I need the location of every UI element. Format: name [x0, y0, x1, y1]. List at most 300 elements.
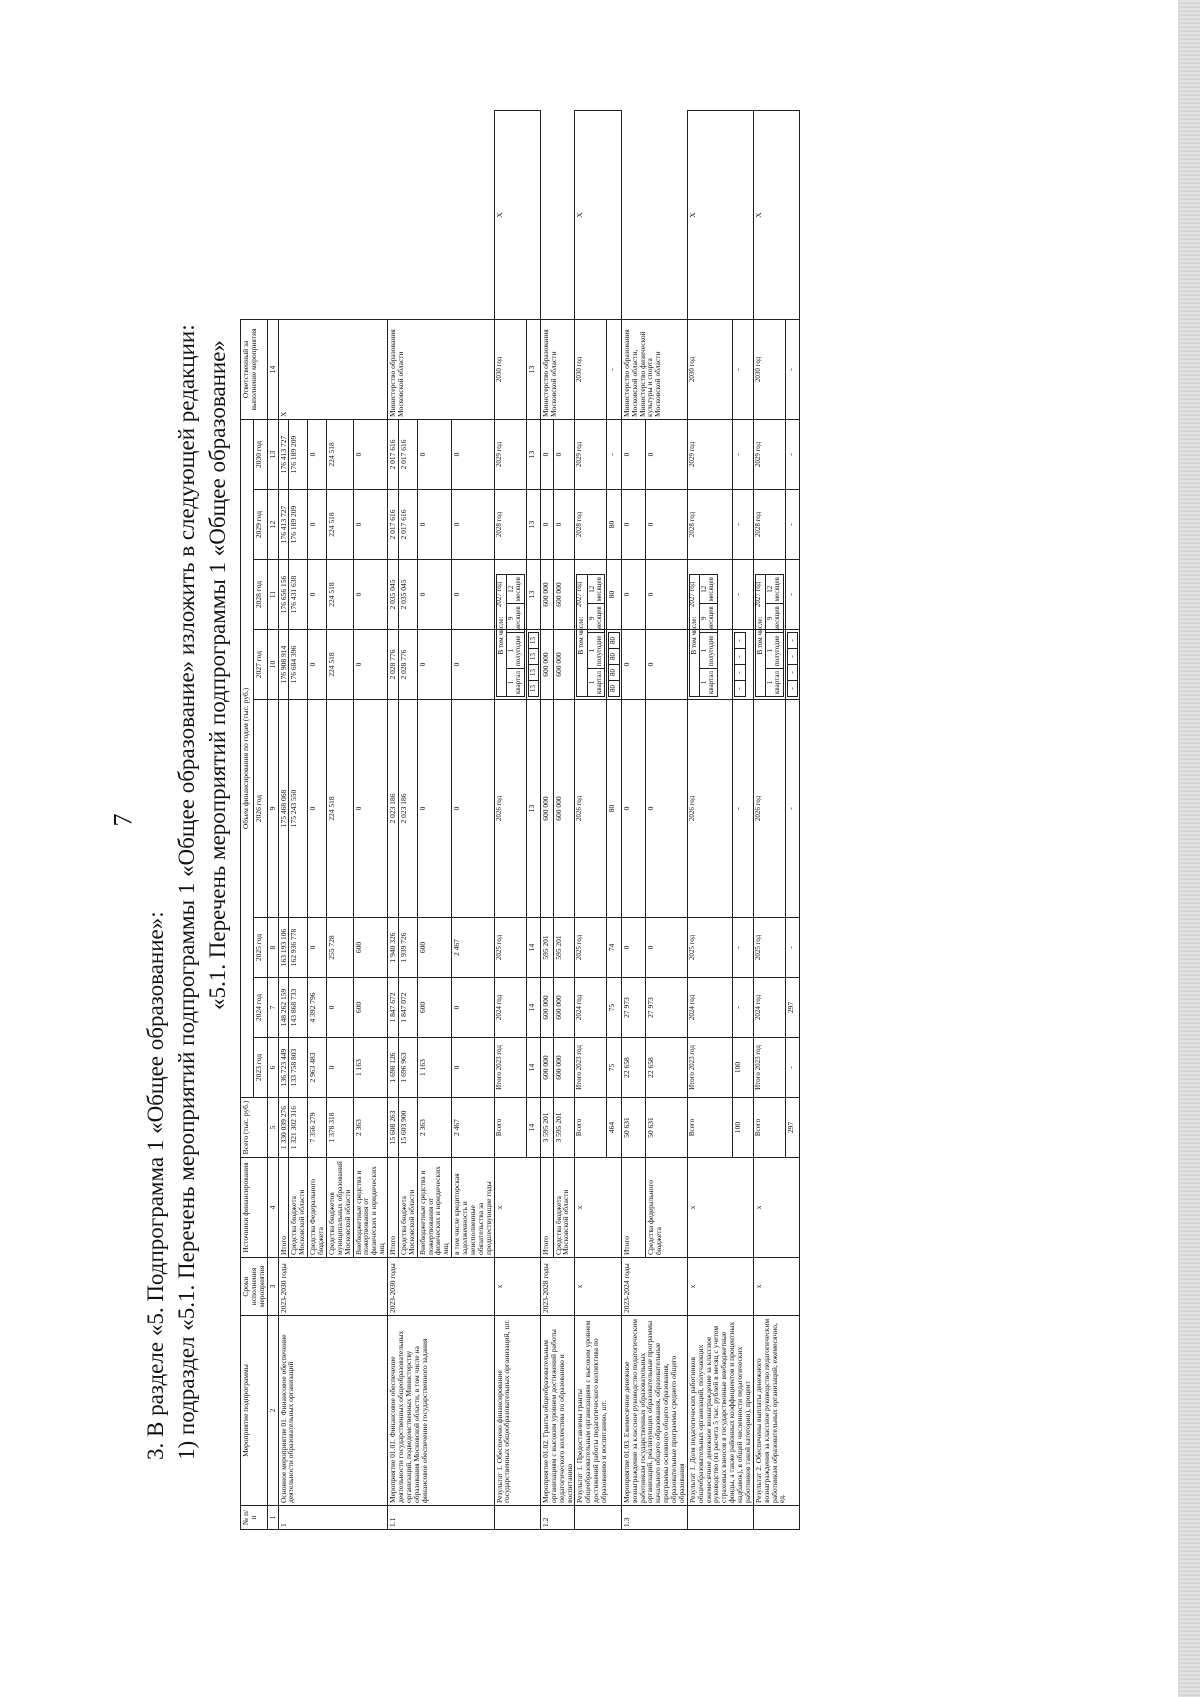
result-value: 100: [733, 1098, 753, 1158]
event-term: 2023-2030 годы: [388, 1258, 495, 1316]
breakdown-period: 1 квартал: [587, 669, 605, 697]
event-name: Мероприятие 01.03. Ежемесячное денежное вознаграждение за классное руководство педагогическим работникам государственных образовательных организаций, реализующих образовательные программы начального общего образования, образовательные программы основного общего образования, образовательные программы среднего общего образования: [621, 1316, 687, 1506]
result-value: -: [785, 490, 799, 560]
result-value: 80: [607, 560, 621, 630]
result-term: х: [575, 1258, 621, 1316]
amount-cell: 162 936 778: [289, 918, 308, 978]
hdr-year: 2026 год: [254, 700, 267, 918]
table-body: [278, 111, 800, 1530]
amount-cell: 175 243 550: [289, 700, 308, 918]
result-value: -: [733, 560, 753, 630]
event-name: Мероприятие 01.01. Финансовое обеспечение деятельности государственных общеобразовательных организаций, подведомственных Министерству образования Московской области, в том числе на финансовое обеспечение государственного задания: [388, 1316, 495, 1506]
result-value: -: [607, 419, 621, 489]
hdr-year: 2029 год: [254, 490, 267, 560]
colnum: 1: [267, 1506, 278, 1530]
funding-source: Внебюджетные средства и пожертвования от физических и юридических лиц: [417, 1158, 452, 1258]
result-value: 75: [607, 1038, 621, 1098]
table-row: [278, 111, 289, 1530]
result-hdr: 2025 год: [687, 918, 733, 978]
hdr-volume: Объем финансирования по годам (тыс. руб.): [241, 419, 254, 1097]
amount-cell: 0: [452, 700, 494, 918]
amount-cell: 600: [417, 978, 452, 1038]
amount-cell: 0: [353, 700, 388, 918]
hdr-year: 2028 год: [254, 560, 267, 630]
quarter-value: 13: [528, 633, 538, 649]
event-term: 2023-2030 годы: [278, 1258, 388, 1316]
quarter-value: -: [735, 633, 745, 649]
amount-cell: 600 000: [553, 978, 575, 1038]
amount-cell: 224 518: [326, 630, 353, 700]
amount-cell: 600 000: [540, 630, 553, 700]
amount-cell: 0: [621, 490, 645, 560]
amount-cell: 2 017 616: [388, 490, 399, 560]
result-value: -: [785, 1038, 799, 1098]
amount-cell: 0: [308, 918, 327, 978]
result-value: -: [785, 419, 799, 489]
funding-source: в том числе кредиторская задолженность и неисполненные обязательства за предшествующие годы: [452, 1158, 494, 1258]
amount-cell: 600 000: [540, 560, 553, 630]
responsible: Х: [278, 319, 388, 419]
result-value: -: [733, 319, 753, 419]
quarter-value: -: [735, 649, 745, 665]
amount-cell: 15 603 900: [398, 1098, 417, 1158]
breakdown-title: В том числе:: [577, 575, 587, 697]
breakdown-title: В том числе:: [496, 575, 506, 697]
amount-cell: 1 321 302 316: [289, 1098, 308, 1158]
result-value: 14: [526, 1038, 540, 1098]
amount-cell: 176 413 727: [278, 490, 289, 560]
result-hdr: 2029 год: [687, 419, 733, 489]
funding-source: Итого: [621, 1158, 645, 1258]
responsible: Министерство образования Московской области: [540, 319, 575, 419]
responsible: Министерство образования Московской области, Министерство физической культуры и спорта Московской области: [621, 319, 687, 419]
breakdown-period: 1 квартал: [506, 669, 524, 697]
result-term: х: [753, 1258, 799, 1316]
result-source: х: [753, 1158, 799, 1258]
responsible: Министерство образования Московской области: [388, 319, 495, 419]
result-hdr: 2026 год: [753, 700, 785, 918]
amount-cell: 0: [452, 1038, 494, 1098]
amount-cell: 0: [353, 560, 388, 630]
result-source: х: [494, 1158, 540, 1258]
result-hdr: 2027 год: [753, 560, 785, 630]
quarter-values: [526, 630, 540, 700]
amount-cell: 1 940 326: [388, 918, 399, 978]
amount-cell: 0: [645, 630, 687, 700]
result-row: [494, 111, 526, 1530]
amount-cell: 0: [621, 630, 645, 700]
result-value: 297: [785, 978, 799, 1038]
result-name: Результат 1. Предоставлены гранты общеобразовательным организациям с высоким уровнем достижений работы педагогического коллектива по образованию и воспитанию, шт.: [575, 1316, 621, 1506]
result-value: 80: [607, 490, 621, 560]
result-name: Результат 1. Обеспечено финансирование государственных общеобразовательных организаций, шт.: [494, 1316, 540, 1506]
rotated-page: [140, 0, 1040, 1540]
result-term: х: [687, 1258, 753, 1316]
amount-cell: 1 696 963: [398, 1038, 417, 1098]
amount-cell: 0: [417, 490, 452, 560]
colnum: 12: [267, 490, 278, 560]
result-hdr: 2027 год: [575, 560, 607, 630]
funding-source: Средства бюджетов муниципальных образований Московской области: [326, 1158, 353, 1258]
result-row: [687, 111, 733, 1530]
amount-cell: 176 908 914: [278, 630, 289, 700]
quarter-value: 13: [528, 665, 538, 681]
amount-cell: 2 467: [452, 1098, 494, 1158]
quarter-value: -: [787, 681, 797, 697]
amount-cell: 1 847 672: [388, 978, 399, 1038]
amount-cell: 0: [308, 560, 327, 630]
colnum: 11: [267, 560, 278, 630]
result-hdr: 2027 год: [494, 560, 526, 630]
quarter-value: -: [735, 681, 745, 697]
result-value: 80: [607, 700, 621, 918]
hdr-year: 2023 год: [254, 1038, 267, 1098]
result-hdr: 2030 год: [494, 319, 526, 419]
result-hdr: 2029 год: [494, 419, 526, 489]
breakdown-period: 12 месяцев: [766, 575, 784, 604]
result-hdr: 2024 год: [687, 978, 733, 1038]
result-hdr: 2030 год: [687, 319, 733, 419]
amount-cell: 3 595 201: [540, 1098, 553, 1158]
amount-cell: 50 631: [645, 1098, 687, 1158]
amount-cell: 0: [452, 419, 494, 489]
result-hdr: 2025 год: [575, 918, 607, 978]
amount-cell: 2 017 616: [398, 490, 417, 560]
amount-cell: 0: [417, 419, 452, 489]
events-table: [240, 110, 800, 1530]
event-term: 2023-2028 годы: [540, 1258, 575, 1316]
amount-cell: 0: [308, 700, 327, 918]
result-hdr: Итого 2023 год: [494, 1038, 526, 1098]
amount-cell: 0: [645, 560, 687, 630]
result-hdr: 2028 год: [575, 490, 607, 560]
funding-source: Средства бюджета Московской области: [289, 1158, 308, 1258]
result-term: х: [494, 1258, 540, 1316]
amount-cell: 4 392 796: [308, 978, 327, 1038]
result-hdr: Всего: [753, 1098, 785, 1158]
amount-cell: 143 868 733: [289, 978, 308, 1038]
table-row: [388, 111, 399, 1530]
amount-cell: 2 017 616: [388, 419, 399, 489]
result-hdr: 2024 год: [494, 978, 526, 1038]
hdr-year: 2024 год: [254, 978, 267, 1038]
result-value: -: [733, 978, 753, 1038]
quarter-value: -: [735, 665, 745, 681]
amount-cell: 0: [308, 419, 327, 489]
amount-cell: 224 518: [326, 560, 353, 630]
breakdown-period: 9 месяцев: [700, 604, 718, 633]
amount-cell: 1 330 039 276: [278, 1098, 289, 1158]
amount-cell: 22 658: [645, 1038, 687, 1098]
result-num: [753, 1506, 799, 1530]
amount-cell: 2 363: [417, 1098, 452, 1158]
amount-cell: 600 000: [553, 1038, 575, 1098]
result-hdr: Всего: [494, 1098, 526, 1158]
result-hdr: 2025 год: [753, 918, 785, 978]
funding-source: Итого: [388, 1158, 399, 1258]
result-hdr: 2026 год: [494, 700, 526, 918]
amount-cell: 50 631: [621, 1098, 645, 1158]
funding-source: Итого: [540, 1158, 553, 1258]
heading-line-2: 1) подраздел «5.1. Перечень мероприятий подпрограммы 1 «Общее образование» изложить в следующей редакции:: [174, 324, 199, 1460]
result-row: [575, 111, 607, 1530]
amount-cell: 1 163: [417, 1038, 452, 1098]
colnum: 13: [267, 419, 278, 489]
amount-cell: 600 000: [553, 630, 575, 700]
amount-cell: 1 847 072: [398, 978, 417, 1038]
amount-cell: 224 518: [326, 490, 353, 560]
funding-source: Внебюджетные средства и пожертвования от физических и юридических лиц: [353, 1158, 388, 1258]
amount-cell: 1 378 318: [326, 1098, 353, 1158]
amount-cell: 224 518: [326, 700, 353, 918]
row-num: 1.2: [540, 1506, 575, 1530]
result-value: 14: [526, 978, 540, 1038]
result-value: -: [785, 319, 799, 419]
result-hdr: Итого 2023 год: [753, 1038, 785, 1098]
quarter-value: -: [787, 633, 797, 649]
breakdown-period: 1 полугодие: [506, 633, 524, 669]
row-num: 1.1: [388, 1506, 495, 1530]
amount-cell: 2 017 616: [398, 419, 417, 489]
row-num: 1.3: [621, 1506, 687, 1530]
breakdown-period: 1 полугодие: [700, 633, 718, 669]
result-hdr: Итого 2023 год: [687, 1038, 733, 1098]
quarter-value: 13: [528, 649, 538, 665]
result-num: [687, 1506, 753, 1530]
heading-line-1: 3. В разделе «5. Подпрограмма 1 «Общее образование»:: [143, 911, 168, 1460]
quarter-value: 80: [609, 633, 619, 649]
quarter-value: 13: [528, 681, 538, 697]
amount-cell: 600 000: [540, 700, 553, 918]
result-hdr: 2027 год: [687, 560, 733, 630]
amount-cell: 175 468 068: [278, 700, 289, 918]
hdr-source: Источники финансирования: [241, 1158, 268, 1258]
row-num: 1: [278, 1506, 388, 1530]
heading-line-3: «5.1. Перечень мероприятий подпрограммы 1 «Общее образование»: [205, 340, 230, 1010]
amount-cell: 0: [621, 700, 645, 918]
result-value: -: [785, 918, 799, 978]
colnum: 4: [267, 1158, 278, 1258]
result-value: 297: [785, 1098, 799, 1158]
breakdown-period: 1 полугодие: [587, 633, 605, 669]
amount-cell: 1 939 726: [398, 918, 417, 978]
amount-cell: 0: [452, 630, 494, 700]
quarter-values: [607, 630, 621, 700]
colnum: 5: [267, 1098, 278, 1158]
amount-cell: 0: [417, 700, 452, 918]
breakdown-period: 9 месяцев: [506, 604, 524, 633]
amount-cell: 0: [452, 560, 494, 630]
result-hdr: Итого 2023 год: [575, 1038, 607, 1098]
amount-cell: 600: [417, 918, 452, 978]
event-name: Мероприятие 01.02. Гранты общеобразовательным организациям с высоким уровнем достижений работы педагогического коллектива по образованию и воспитанию: [540, 1316, 575, 1506]
funding-source: Средства бюджета Московской области: [553, 1158, 575, 1258]
quarter-value: -: [787, 665, 797, 681]
hdr-year: 2025 год: [254, 918, 267, 978]
funding-source: Средства Федерального бюджета: [308, 1158, 327, 1258]
amount-cell: 3 595 201: [553, 1098, 575, 1158]
amount-cell: 600 000: [553, 560, 575, 630]
result-value: 74: [607, 918, 621, 978]
result-value: 14: [526, 918, 540, 978]
amount-cell: 176 684 396: [289, 630, 308, 700]
colnum: 6: [267, 1038, 278, 1098]
quarter-values: [733, 630, 753, 700]
result-hdr: 2028 год: [687, 490, 733, 560]
amount-cell: 176 189 209: [289, 490, 308, 560]
table-row: [621, 111, 645, 1530]
breakdown-period: 1 квартал: [766, 669, 784, 697]
result-row: [753, 111, 785, 1530]
result-value: 13: [526, 319, 540, 419]
amount-cell: 176 431 638: [289, 560, 308, 630]
amount-cell: 595 201: [540, 918, 553, 978]
amount-cell: 600: [353, 918, 388, 978]
breakdown-title: В том числе:: [755, 575, 765, 697]
amount-cell: 7 356 279: [308, 1098, 327, 1158]
amount-cell: 15 608 263: [388, 1098, 399, 1158]
colnum: 9: [267, 700, 278, 918]
amount-cell: 133 758 803: [289, 1038, 308, 1098]
amount-cell: 224 518: [326, 419, 353, 489]
result-value: 13: [526, 560, 540, 630]
result-hdr: 2026 год: [687, 700, 733, 918]
result-hdr: 2025 год: [494, 918, 526, 978]
result-source: х: [687, 1158, 753, 1258]
hdr-event: Мероприятие подпрограммы: [241, 1316, 268, 1506]
result-value: 100: [733, 1038, 753, 1098]
amount-cell: 255 728: [326, 918, 353, 978]
colnum: 7: [267, 978, 278, 1038]
amount-cell: 0: [645, 918, 687, 978]
result-value: 13: [526, 419, 540, 489]
amount-cell: 0: [353, 630, 388, 700]
amount-cell: 163 193 106: [278, 918, 289, 978]
result-hdr: 2028 год: [494, 490, 526, 560]
amount-cell: 0: [326, 1038, 353, 1098]
event-name: Основное мероприятие 01. Финансовое обеспечение деятельности образовательных организаций: [278, 1316, 388, 1506]
amount-cell: 27 973: [621, 978, 645, 1038]
breakdown-period: 12 месяцев: [700, 575, 718, 604]
amount-cell: 0: [452, 978, 494, 1038]
result-value: -: [733, 419, 753, 489]
colnum: 8: [267, 918, 278, 978]
result-value: -: [607, 319, 621, 419]
amount-cell: 2 023 186: [398, 700, 417, 918]
result-hdr: 2024 год: [753, 978, 785, 1038]
amount-cell: 0: [540, 419, 553, 489]
amount-cell: 2 467: [452, 918, 494, 978]
amount-cell: 600 000: [540, 978, 553, 1038]
amount-cell: 1 163: [353, 1038, 388, 1098]
quarter-value: 80: [609, 649, 619, 665]
breakdown-period: 1 полугодие: [766, 633, 784, 669]
result-value: -: [733, 918, 753, 978]
amount-cell: 600 000: [553, 700, 575, 918]
result-num: [494, 1506, 540, 1530]
result-hdr: 2030 год: [575, 319, 607, 419]
result-value: 464: [607, 1098, 621, 1158]
scan-edge: [1178, 0, 1200, 1697]
amount-cell: 176 189 209: [289, 419, 308, 489]
amount-cell: 600: [353, 978, 388, 1038]
breakdown-period: 9 месяцев: [766, 604, 784, 633]
result-hdr: 2028 год: [753, 490, 785, 560]
amount-cell: 0: [621, 918, 645, 978]
breakdown-title: В том числе:: [689, 575, 699, 697]
amount-cell: 2 028 776: [398, 630, 417, 700]
amount-cell: 0: [308, 490, 327, 560]
quarter-values: [785, 630, 799, 700]
result-resp: Х: [575, 111, 621, 320]
colnum: 2: [267, 1316, 278, 1506]
colnum: 3: [267, 1258, 278, 1316]
event-term: 2023-2024 годы: [621, 1258, 687, 1316]
result-value: -: [733, 490, 753, 560]
result-hdr: 2024 год: [575, 978, 607, 1038]
amount-cell: 0: [645, 700, 687, 918]
result-hdr: 2029 год: [753, 419, 785, 489]
result-hdr: 2026 год: [575, 700, 607, 918]
result-value: -: [733, 700, 753, 918]
amount-cell: 0: [417, 560, 452, 630]
amount-cell: 2 035 045: [398, 560, 417, 630]
amount-cell: 2 963 483: [308, 1038, 327, 1098]
amount-cell: 0: [353, 419, 388, 489]
amount-cell: 0: [308, 630, 327, 700]
amount-cell: 27 973: [645, 978, 687, 1038]
hdr-total: Всего (тыс. руб.): [241, 1098, 268, 1158]
amount-cell: 136 723 449: [278, 1038, 289, 1098]
heading: [140, 0, 233, 1540]
result-value: 75: [607, 978, 621, 1038]
hdr-num: № п/п: [241, 1506, 268, 1530]
colnum: 10: [267, 630, 278, 700]
funding-source: Средства федерального бюджета: [645, 1158, 687, 1258]
result-name: Результат 2. Обеспечены выплаты денежного вознаграждения за классное руководство педагогическим работникам образовательных организаций, ежемесячно, ед.: [753, 1316, 799, 1506]
funding-source: Средства бюджета Московской области: [398, 1158, 417, 1258]
hdr-year: 2030 год: [254, 419, 267, 489]
amount-cell: 148 262 159: [278, 978, 289, 1038]
result-value: -: [785, 560, 799, 630]
amount-cell: 0: [645, 419, 687, 489]
quarter-value: 80: [609, 681, 619, 697]
result-hdr: 2030 год: [753, 319, 785, 419]
result-value: 13: [526, 700, 540, 918]
amount-cell: 600 000: [540, 1038, 553, 1098]
amount-cell: 0: [645, 490, 687, 560]
amount-cell: 0: [417, 630, 452, 700]
breakdown-period: 12 месяцев: [506, 575, 524, 604]
result-resp: Х: [687, 111, 753, 320]
amount-cell: 0: [553, 419, 575, 489]
result-resp: Х: [494, 111, 540, 320]
result-value: 14: [526, 1098, 540, 1158]
page-number: 7: [108, 813, 138, 827]
result-num: [575, 1506, 621, 1530]
amount-cell: 2 363: [353, 1098, 388, 1158]
breakdown-period: 12 месяцев: [587, 575, 605, 604]
result-hdr: Всего: [575, 1098, 607, 1158]
amount-cell: 22 658: [621, 1038, 645, 1098]
amount-cell: 2 023 186: [388, 700, 399, 918]
amount-cell: 0: [326, 978, 353, 1038]
result-source: х: [575, 1158, 621, 1258]
amount-cell: 0: [621, 419, 645, 489]
result-value: 13: [526, 490, 540, 560]
result-value: -: [785, 700, 799, 918]
quarter-value: -: [787, 649, 797, 665]
